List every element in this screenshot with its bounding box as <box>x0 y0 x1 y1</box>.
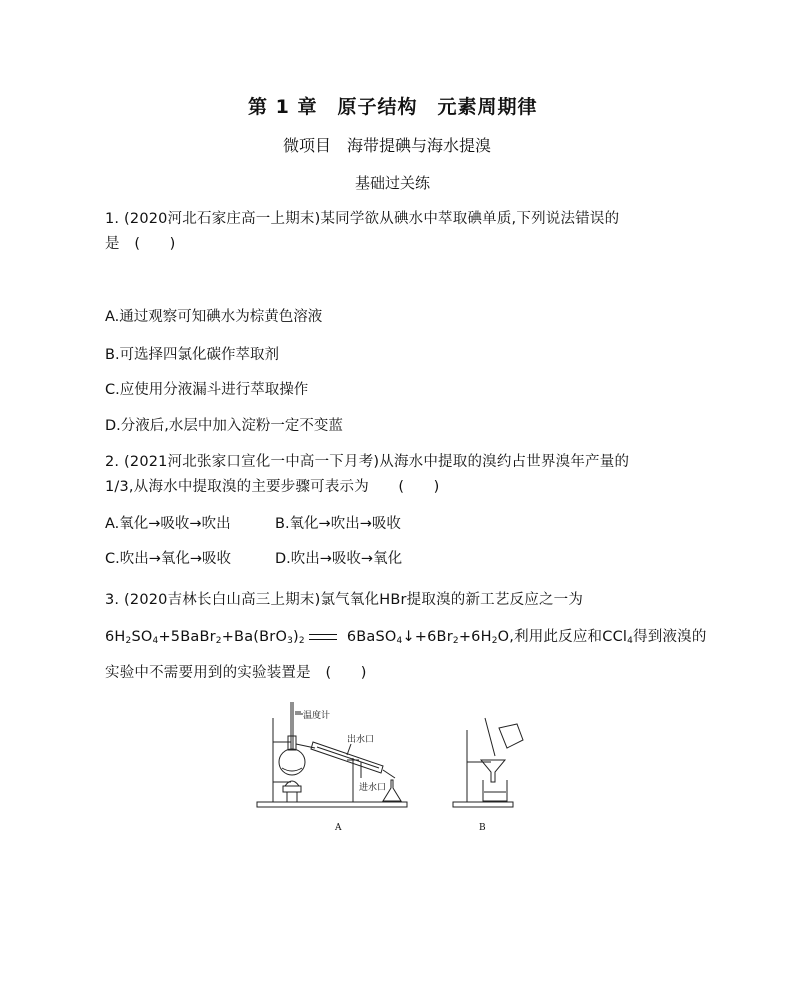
eq-part: ↓+6Br <box>402 629 453 645</box>
stand-base-icon <box>453 802 513 807</box>
eq-sub: 2 <box>452 636 459 646</box>
q2-stem-line2: 1/3,从海水中提取溴的主要步骤可表示为 ( ) <box>105 479 440 495</box>
eq-part: +Ba(BrO <box>221 629 288 645</box>
q1-option-d: D.分液后,水层中加入淀粉一定不变蓝 <box>105 418 343 434</box>
label-thermometer: 温度计 <box>303 711 331 721</box>
eq-part: 6BaSO <box>346 629 397 645</box>
eq-sub: 2 <box>491 636 498 646</box>
eq-sub: 3 <box>287 636 294 646</box>
q3-stem-line3: 实验中不需要用到的实验装置是 ( ) <box>105 665 367 681</box>
eq-sub: 2 <box>125 636 132 646</box>
q2-option-c: C.吹出→氧化→吸收 <box>105 551 232 567</box>
eq-sub: 4 <box>152 636 159 646</box>
caption-b: B <box>479 823 486 833</box>
q1-option-b: B.可选择四氯化碳作萃取剂 <box>105 347 280 363</box>
pouring-beaker-icon <box>499 724 523 748</box>
subtitle: 微项目 海带提碘与海水提溴 <box>283 136 492 155</box>
caption-a: A <box>335 823 342 833</box>
eq-sub: 4 <box>627 636 634 646</box>
q2-option-d: D.吹出→吸收→氧化 <box>275 551 403 567</box>
funnel-icon <box>481 760 505 782</box>
q2-option-b: B.氧化→吹出→吸收 <box>275 516 401 532</box>
eq-sub: 4 <box>396 636 403 646</box>
label-water-in: 进水口 <box>359 783 387 793</box>
q3-equation-line <box>105 625 707 646</box>
eq-part: 6H <box>105 629 126 645</box>
eq-part: ) <box>293 629 299 645</box>
q2-option-a: A.氧化→吸收→吹出 <box>105 516 231 532</box>
eq-part: SO <box>131 629 153 645</box>
section-heading: 基础过关练 <box>355 174 431 192</box>
stand-base-icon <box>257 802 407 807</box>
q3-stem-line1: 3. (2020吉林长白山高三上期末)氯气氧化HBr提取溴的新工艺反应之一为 <box>105 592 584 608</box>
equals-sign <box>309 634 337 640</box>
alcohol-lamp-icon <box>287 792 297 802</box>
q1-option-a: A.通过观察可知碘水为棕黄色溶液 <box>105 309 323 325</box>
eq-part: +6H <box>458 629 492 645</box>
label-water-out: 出水口 <box>347 735 375 745</box>
eq-part: O,利用此反应和CCl <box>497 629 628 645</box>
eq-part: 得到液溴的 <box>633 629 707 645</box>
q1-option-c: C.应使用分液漏斗进行萃取操作 <box>105 382 309 398</box>
q2-stem-line1: 2. (2021河北张家口宣化一中高一下月考)从海水中提取的溴约占世界溴年产量的 <box>105 454 630 470</box>
apparatus-figure <box>255 700 545 835</box>
q1-stem-line1: 1. (2020河北石家庄高一上期末)某同学欲从碘水中萃取碘单质,下列说法错误的 <box>105 211 620 227</box>
glass-rod-icon <box>485 718 495 756</box>
eq-sub: 2 <box>298 636 305 646</box>
q1-stem-line2: 是 ( ) <box>105 236 176 252</box>
flask-neck-icon <box>288 736 296 750</box>
eq-part: +5BaBr <box>158 629 216 645</box>
eq-sub: 2 <box>215 636 222 646</box>
chapter-title: 第 1 章 原子结构 元素周期律 <box>248 96 538 118</box>
beaker-icon <box>483 780 507 801</box>
